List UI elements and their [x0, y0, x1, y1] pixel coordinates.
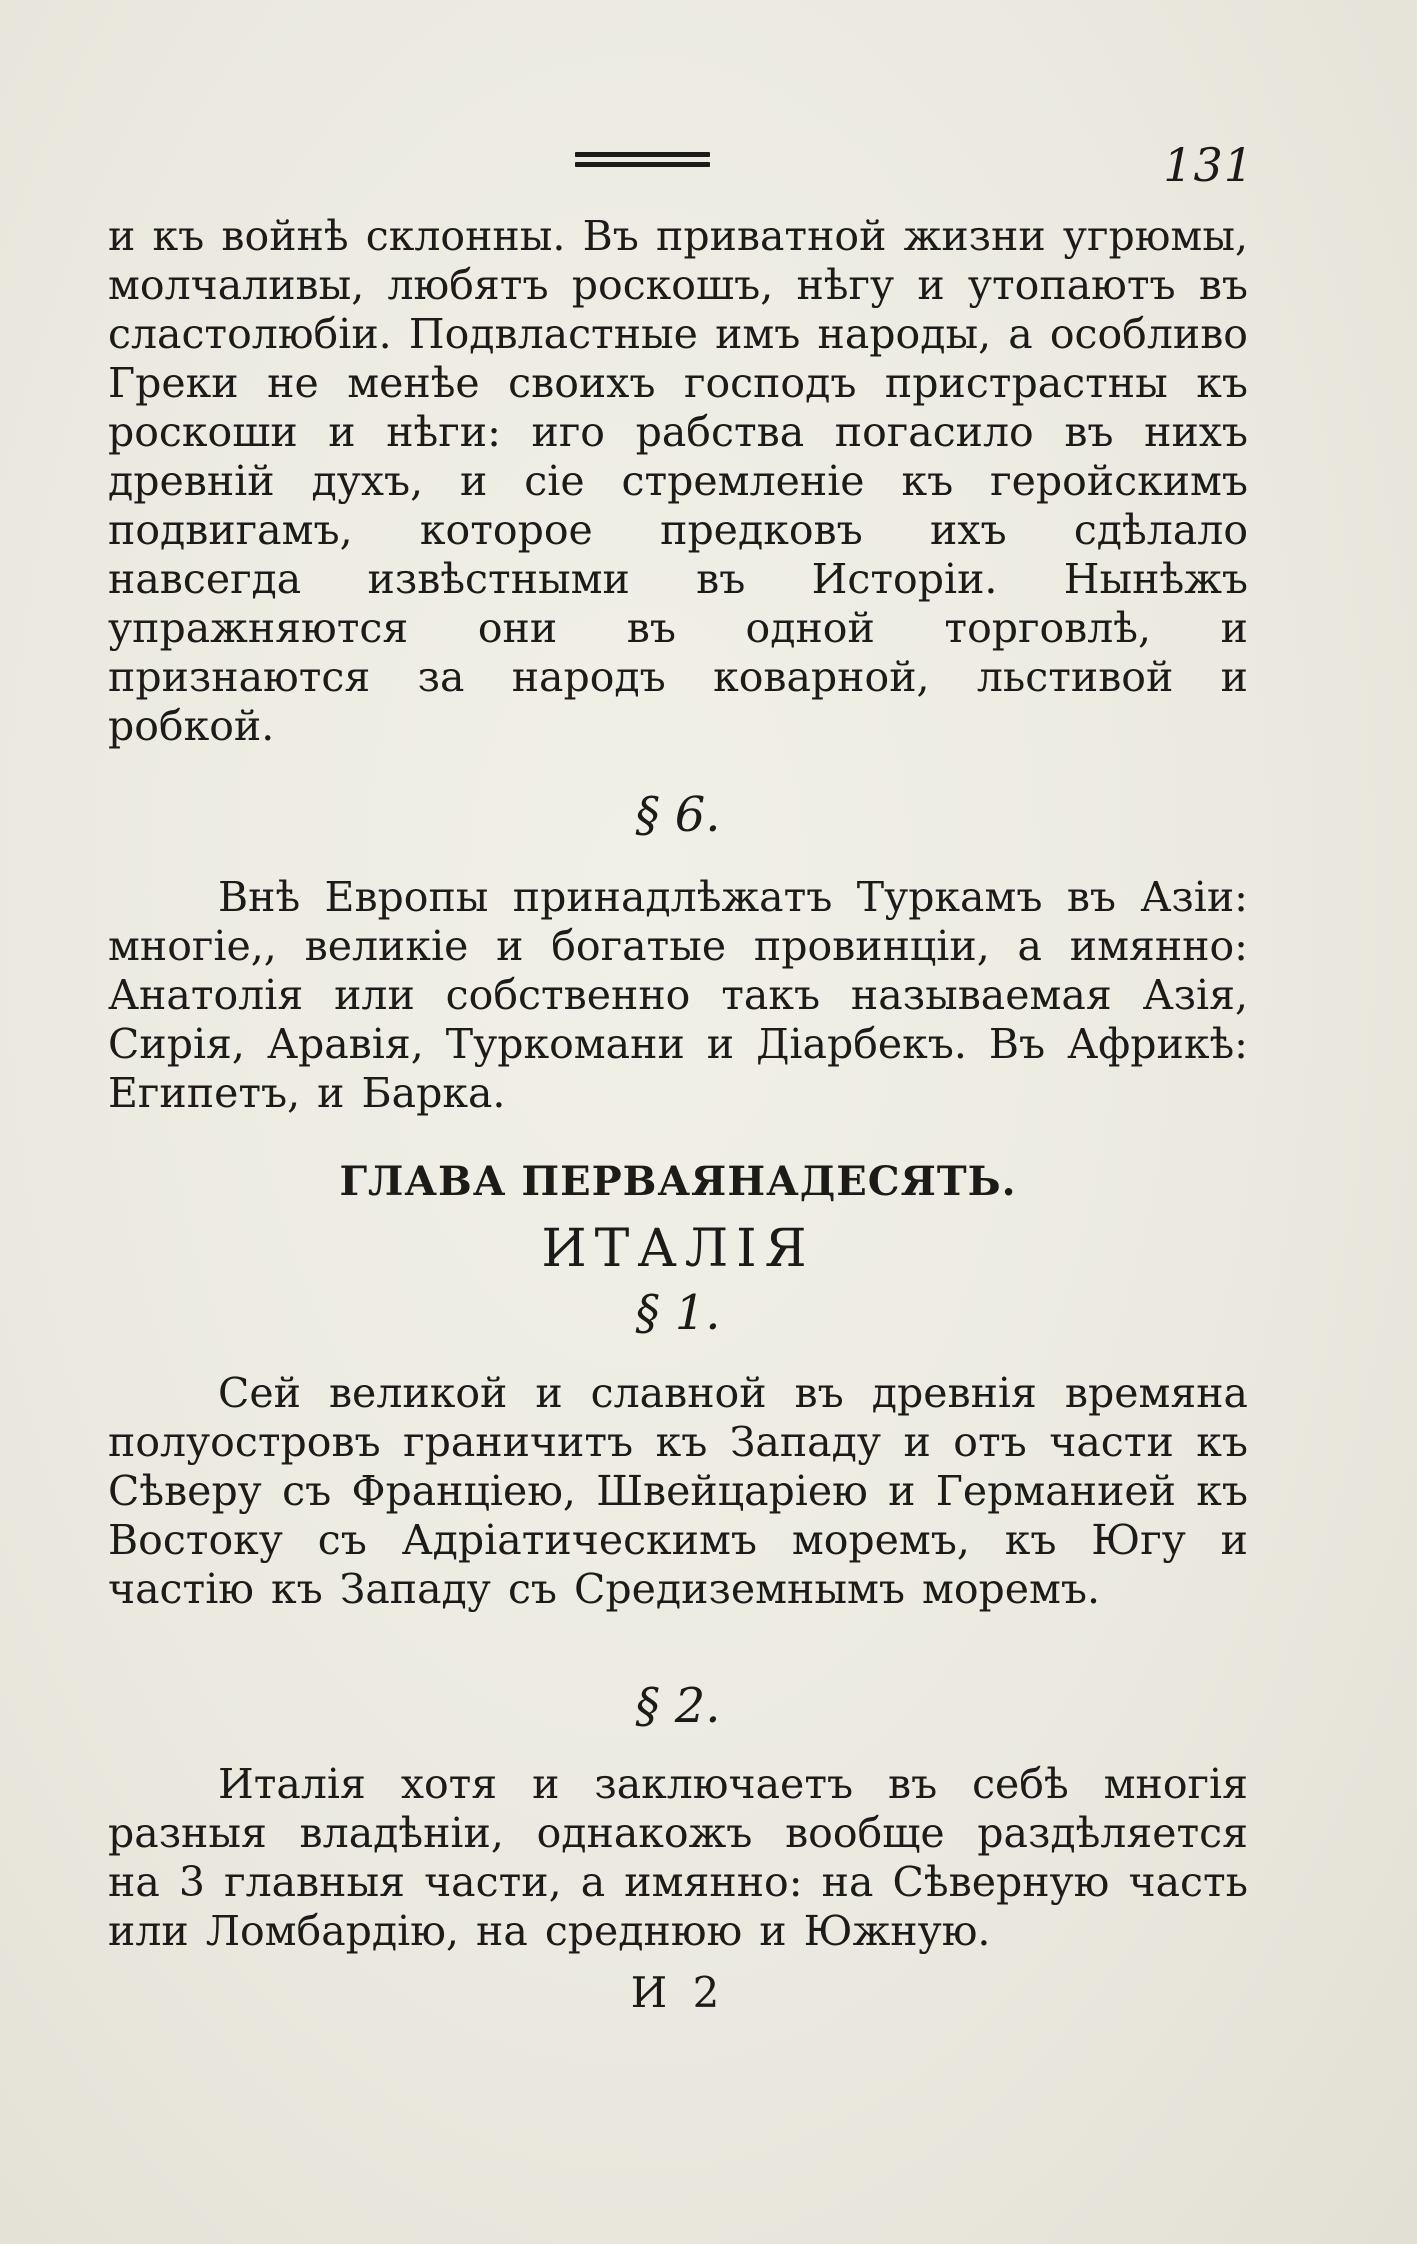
header-ornament: [575, 152, 710, 172]
paragraph-italy-divisions: Италія хотя и заключаетъ въ себѣ многія разныя владѣніи, однакожъ вообще раздѣляется на 3 главныя части, а имянно: на Сѣверную часть или Ломбардію, на среднюю и Южную.: [108, 1760, 1248, 1955]
section-2-heading: § 2.: [635, 1678, 721, 1734]
page-number: 131: [1163, 138, 1254, 192]
section-1-heading: § 1.: [635, 1285, 721, 1341]
ornament-rule-top: [575, 152, 710, 157]
paragraph-turkish-possessions: Внѣ Европы принадлѣжатъ Туркамъ въ Азіи: многіе,, великіе и богатые провинціи, а имянно: Анатолія или собственно такъ называемая Азія, Сирія, Аравія, Туркомани и Діарбекъ. Въ Африкѣ: Египетъ, и Барка.: [108, 873, 1248, 1117]
paragraph-italy-borders: Сей великой и славной въ древнія времяна полуостровъ граничитъ къ Западу и отъ части къ Сѣверу съ Франціею, Швейцаріею и Германией къ Востоку съ Адріатическимъ моремъ, къ Югу и частію къ Западу съ Средиземнымъ моремъ.: [108, 1369, 1248, 1613]
section-6-heading: § 6.: [635, 787, 721, 843]
chapter-title: ГЛАВА ПЕРВАЯНАДЕСЯТЬ.: [339, 1158, 1017, 1205]
page-body: [108, 212, 1248, 2017]
country-title: ИТАЛІЯ: [541, 1219, 815, 1279]
ornament-rule-bottom: [575, 162, 710, 167]
paragraph-continuation: и къ войнѣ склонны. Въ приватной жизни угрюмы, молчаливы, любятъ роскошъ, нѣгу и утопаютъ въ сластолюбіи. Подвластные имъ народы, а особливо Греки не менѣе своихъ господъ пристрастны къ роскоши и нѣги: иго рабства погасило въ нихъ древній духъ, и сіе стремленіе къ геройскимъ подвигамъ, которое предковъ ихъ сдѣлало навсегда извѣстными въ Исторіи. Нынѣжъ упражняются они въ одной торговлѣ, и признаются за народъ коварной, льстивой и робкой.: [108, 212, 1248, 750]
signature-mark: И 2: [630, 1968, 726, 2017]
page-header: [0, 138, 1417, 198]
